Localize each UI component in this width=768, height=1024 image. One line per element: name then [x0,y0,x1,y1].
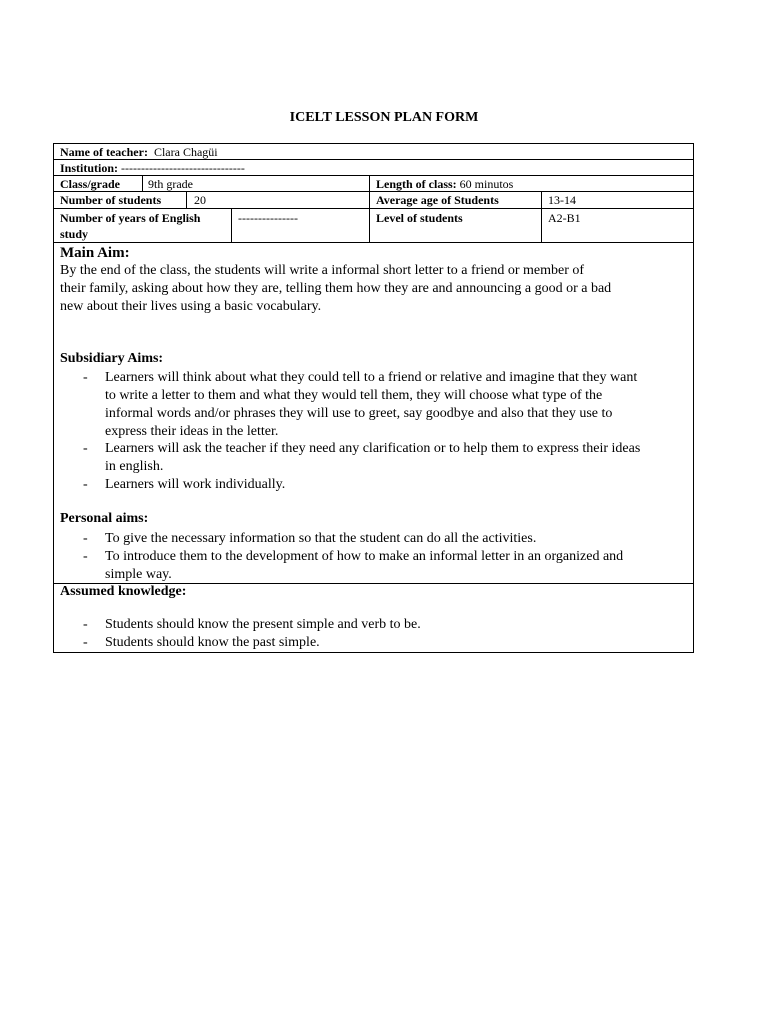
institution-label: Institution: [60,161,119,175]
subsidiary-aims-heading: Subsidiary Aims: [60,351,164,366]
age-label: Average age of Students [376,193,499,207]
main-aim-heading: Main Aim: [60,245,130,261]
aim-line: to write a letter to them and what they would tell them, they will choose what type of the [105,388,603,403]
aim-line: informal words and/or phrases they will use to greet, say goodbye and also that they use to [105,406,613,421]
years-value: --------------- [238,211,298,225]
personal-aims-heading: Personal aims: [60,511,149,526]
level-label: Level of students [376,211,463,225]
bullet-dash: - [83,635,88,650]
lesson-plan-table [53,143,694,653]
aim-line: simple way. [105,567,172,582]
bullet-dash: - [83,617,88,632]
bullet-dash: - [83,549,88,564]
main-aim-line: their family, asking about how they are, telling them how they are and announcing a good or a bad [60,281,612,296]
aim-line: To introduce them to the development of how to make an informal letter in an organized and [105,549,624,564]
row-divider [54,242,693,243]
bullet-dash: - [83,441,88,456]
years-label-line-1: Number of years of English [60,211,201,225]
teacher-value: Clara Chagüi [153,145,218,159]
aim-line: Learners will ask the teacher if they need any clarification or to help them to express their ideas [105,441,641,456]
col-divider [142,175,143,192]
length-value: 60 minutos [459,177,514,191]
col-divider [541,191,542,242]
bullet-dash: - [83,531,88,546]
class-value: 9th grade [148,177,193,191]
length-label: Length of class: [376,177,457,191]
years-label-line-2: study [60,227,89,241]
assumed-knowledge-heading: Assumed knowledge: [60,584,187,599]
col-divider [186,191,187,208]
main-aim-line: new about their lives using a basic vocabulary. [60,299,322,314]
aim-line: To give the necessary information so that the student can do all the activities. [105,531,537,546]
bullet-dash: - [83,477,88,492]
bullet-dash: - [83,370,88,385]
aim-line: express their ideas in the letter. [105,424,279,439]
students-value: 20 [194,193,206,207]
col-divider [369,175,370,242]
knowledge-line: Students should know the present simple and verb to be. [105,617,421,632]
class-label: Class/grade [60,177,120,191]
institution-value: ------------------------------- [121,161,245,175]
teacher-row [60,144,218,160]
aim-line: Learners will work individually. [105,477,286,492]
institution-row [60,160,245,176]
level-value: A2-B1 [548,211,581,225]
teacher-label: Name of teacher: [60,145,148,159]
main-aim-line: By the end of the class, the students will write a informal short letter to a friend or member of [60,263,585,278]
aim-line: in english. [105,459,164,474]
students-label: Number of students [60,193,162,207]
col-divider [231,208,232,242]
age-value: 13-14 [548,193,576,207]
aim-line: Learners will think about what they could tell to a friend or relative and imagine that they want [105,370,638,385]
row-divider [54,208,693,209]
knowledge-line: Students should know the past simple. [105,635,320,650]
length-row [376,176,513,192]
form-title: ICELT LESSON PLAN FORM [289,110,479,125]
